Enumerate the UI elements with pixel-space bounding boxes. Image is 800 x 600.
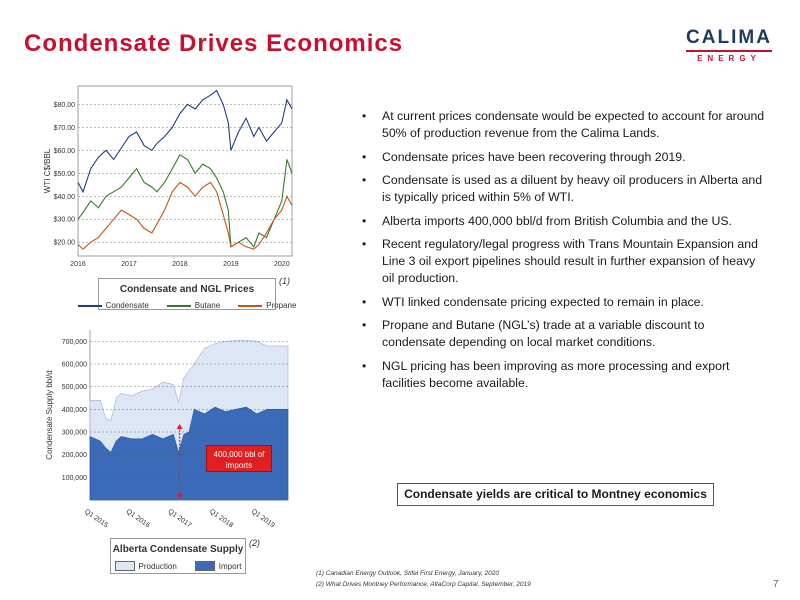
condensate-swatch	[78, 305, 102, 307]
legend-production-label: Production	[138, 561, 177, 571]
plot-area	[78, 86, 292, 256]
propane-swatch	[238, 305, 262, 307]
supply-chart-title: Alberta Condensate Supply	[112, 544, 244, 555]
y-tick-label: $60.00	[53, 147, 75, 155]
footnote-1: (1) Canadian Energy Outlook, Stifel First Energy, January, 2020	[316, 570, 499, 577]
callout-box: Condensate yields are critical to Montney economics	[397, 483, 714, 506]
x-tick-label: Q1 2019	[249, 508, 276, 530]
x-tick-label: 2019	[223, 261, 239, 268]
y-tick-label: $80.00	[53, 101, 75, 109]
price-chart-title: Condensate and NGL Prices	[119, 284, 255, 295]
bullet-item: • Alberta imports 400,000 bbl/d from British Columbia and the US.	[360, 213, 770, 230]
y-tick-label: 200,000	[61, 452, 87, 460]
x-tick-label: Q1 2015	[83, 508, 110, 530]
legend-production	[115, 561, 177, 571]
bullet-list	[360, 108, 770, 398]
legend-import	[195, 561, 242, 571]
logo-name: CALIMA	[686, 27, 772, 48]
page-title: Condensate Drives Economics	[24, 30, 404, 57]
supply-chart	[40, 322, 300, 532]
imports-annotation: 400,000 bbl of imports	[206, 445, 272, 472]
y-axis-title: Condensate Supply bbl/d	[45, 370, 54, 460]
legend-butane	[167, 301, 220, 310]
x-tick-label: 2017	[121, 261, 137, 268]
bullet-item: • Recent regulatory/legal progress with Trans Mountain Expansion and Line 3 oil export pipelines should result in further expansion of heavy oil production.	[360, 236, 770, 287]
y-tick-label: $50.00	[53, 170, 75, 178]
legend-import-label: Import	[218, 561, 242, 571]
y-tick-label: 100,000	[61, 474, 87, 482]
y-tick-label: $70.00	[53, 124, 75, 132]
x-tick-label: Q1 2016	[124, 508, 151, 530]
legend-propane	[238, 301, 296, 310]
company-logo	[684, 27, 774, 63]
legend-condensate-label: Condensate	[105, 301, 149, 310]
y-tick-label: $30.00	[53, 216, 75, 224]
y-tick-label: 600,000	[61, 361, 87, 369]
legend-butane-label: Butane	[194, 301, 221, 310]
supply-chart-note: (2)	[249, 538, 260, 548]
x-tick-label: Q1 2017	[166, 508, 193, 530]
y-tick-label: 300,000	[61, 429, 87, 437]
page-number: 7	[773, 579, 779, 590]
price-chart-legend	[98, 278, 297, 310]
footnote-2: (2) What Drives Montney Performance, AltaCorp Capital, September, 2019	[316, 581, 531, 588]
y-tick-label: 500,000	[61, 384, 87, 392]
x-tick-label: Q1 2018	[208, 508, 235, 530]
x-tick-label: 2020	[274, 261, 290, 268]
logo-sub: ENERGY	[697, 54, 761, 63]
price-chart-note: (1)	[279, 276, 290, 286]
price-chart	[40, 78, 300, 273]
production-swatch	[115, 561, 135, 571]
import-swatch	[195, 561, 215, 571]
supply-chart-legend	[110, 538, 246, 574]
footnotes	[316, 568, 531, 590]
bullet-item: • At current prices condensate would be expected to account for around 50% of production revenue from the Calima Lands.	[360, 108, 770, 142]
logo-divider	[686, 50, 772, 52]
legend-propane-label: Propane	[266, 301, 297, 310]
y-tick-label: 400,000	[61, 406, 87, 414]
bullet-item: • WTI linked condensate pricing expected to remain in place.	[360, 294, 770, 311]
y-tick-label: $20.00	[53, 239, 75, 247]
y-tick-label: 700,000	[61, 338, 87, 346]
y-tick-label: $40.00	[53, 193, 75, 201]
bullet-item: • Propane and Butane (NGL’s) trade at a variable discount to condensate depending on local market conditions.	[360, 317, 770, 351]
x-tick-label: 2018	[172, 261, 188, 268]
legend-condensate	[78, 301, 149, 310]
bullet-item: • NGL pricing has been improving as more processing and export facilities become available.	[360, 358, 770, 392]
butane-swatch	[167, 305, 191, 307]
bullet-item: • Condensate prices have been recovering through 2019.	[360, 149, 770, 166]
bullet-item: • Condensate is used as a diluent by heavy oil producers in Alberta and is typically priced within 5% of WTI.	[360, 172, 770, 206]
y-axis-title: WTI C$/BBL	[43, 148, 52, 194]
x-tick-label: 2016	[70, 261, 86, 268]
